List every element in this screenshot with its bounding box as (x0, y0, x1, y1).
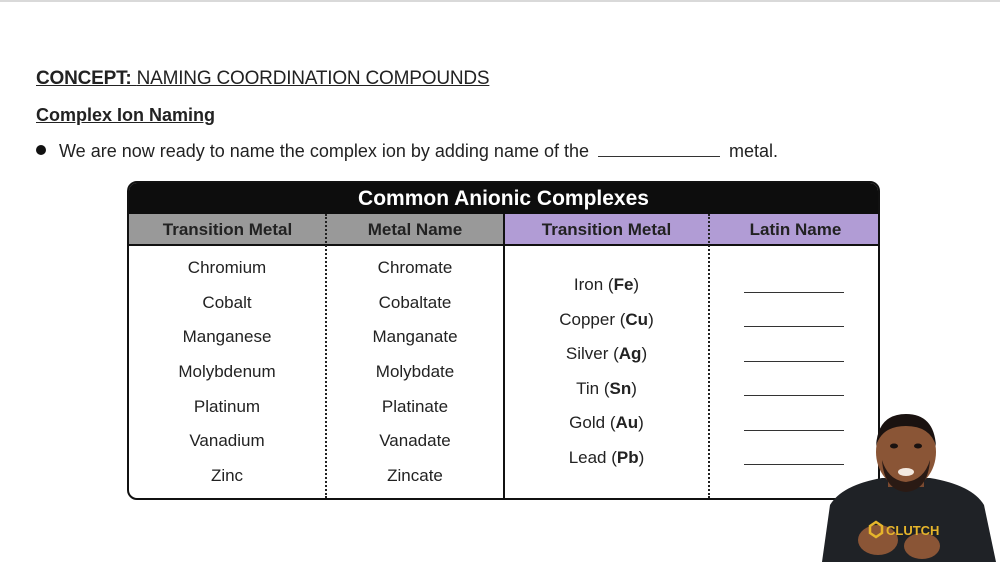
list-item: Manganese (182, 327, 272, 346)
answer-blank (744, 395, 844, 396)
anionic-complexes-table (127, 181, 880, 500)
element-name: Lead (568, 448, 607, 467)
concept-label: CONCEPT: (36, 68, 132, 89)
header-transition-metal: Transition Metal (129, 214, 326, 246)
element-name: Copper (559, 310, 616, 329)
latin-metals-column (504, 246, 709, 498)
element-name: Iron (573, 275, 604, 294)
element-name: Gold (569, 413, 606, 432)
list-item: Chromium (187, 258, 267, 277)
answer-blank (744, 292, 844, 293)
answer-blank (744, 361, 844, 362)
metal-names-column (326, 246, 504, 498)
answer-blank (744, 326, 844, 327)
list-item: Copper (Cu) (559, 310, 654, 329)
list-item: Cobalt (202, 293, 252, 312)
list-item: Platinum (193, 397, 261, 416)
list-item: Chromate (377, 258, 453, 277)
element-symbol: Ag (618, 344, 642, 363)
bullet-text-after: metal. (729, 141, 779, 161)
list-item: Molybdenum (178, 362, 276, 381)
list-item: Vanadium (189, 431, 265, 450)
element-symbol: Pb (616, 448, 639, 467)
bullet-dot-icon (36, 145, 46, 155)
list-item: Silver (Ag) (565, 344, 648, 363)
element-name: Silver (565, 344, 609, 363)
metals-column (129, 246, 325, 498)
bullet-text-before: We are now ready to name the complex ion by adding name of the (59, 141, 589, 161)
header-latin-name: Latin Name (709, 214, 880, 246)
concept-heading (36, 68, 489, 90)
subheading: Complex Ion Naming (36, 105, 216, 125)
element-name: Tin (576, 379, 600, 398)
shirt-logo-text: CLUTCH (886, 523, 940, 538)
element-symbol: Au (615, 413, 639, 432)
list-item: Zincate (387, 466, 443, 485)
element-symbol: Fe (613, 275, 634, 294)
list-item: Platinate (381, 397, 449, 416)
table-title: Common Anionic Complexes (129, 183, 878, 214)
presenter-video (812, 410, 1000, 562)
list-item: Tin (Sn) (576, 379, 637, 398)
header-transition-metal-latin: Transition Metal (504, 214, 709, 246)
list-item: Molybdate (375, 362, 455, 381)
presenter-figure (812, 410, 1000, 562)
list-item: Lead (Pb) (568, 448, 645, 467)
header-metal-name: Metal Name (326, 214, 504, 246)
top-border-line (0, 0, 1000, 2)
fill-in-blank (598, 142, 720, 157)
element-symbol: Cu (625, 310, 649, 329)
list-item: Gold (Au) (569, 413, 644, 432)
concept-title: NAMING COORDINATION COMPOUNDS (136, 68, 490, 89)
list-item: Cobaltate (378, 293, 452, 312)
list-item: Vanadate (379, 431, 451, 450)
bullet-point (36, 141, 778, 162)
list-item: Zinc (210, 466, 244, 485)
list-item: Manganate (372, 327, 458, 346)
list-item: Iron (Fe) (573, 275, 640, 294)
element-symbol: Sn (609, 379, 632, 398)
